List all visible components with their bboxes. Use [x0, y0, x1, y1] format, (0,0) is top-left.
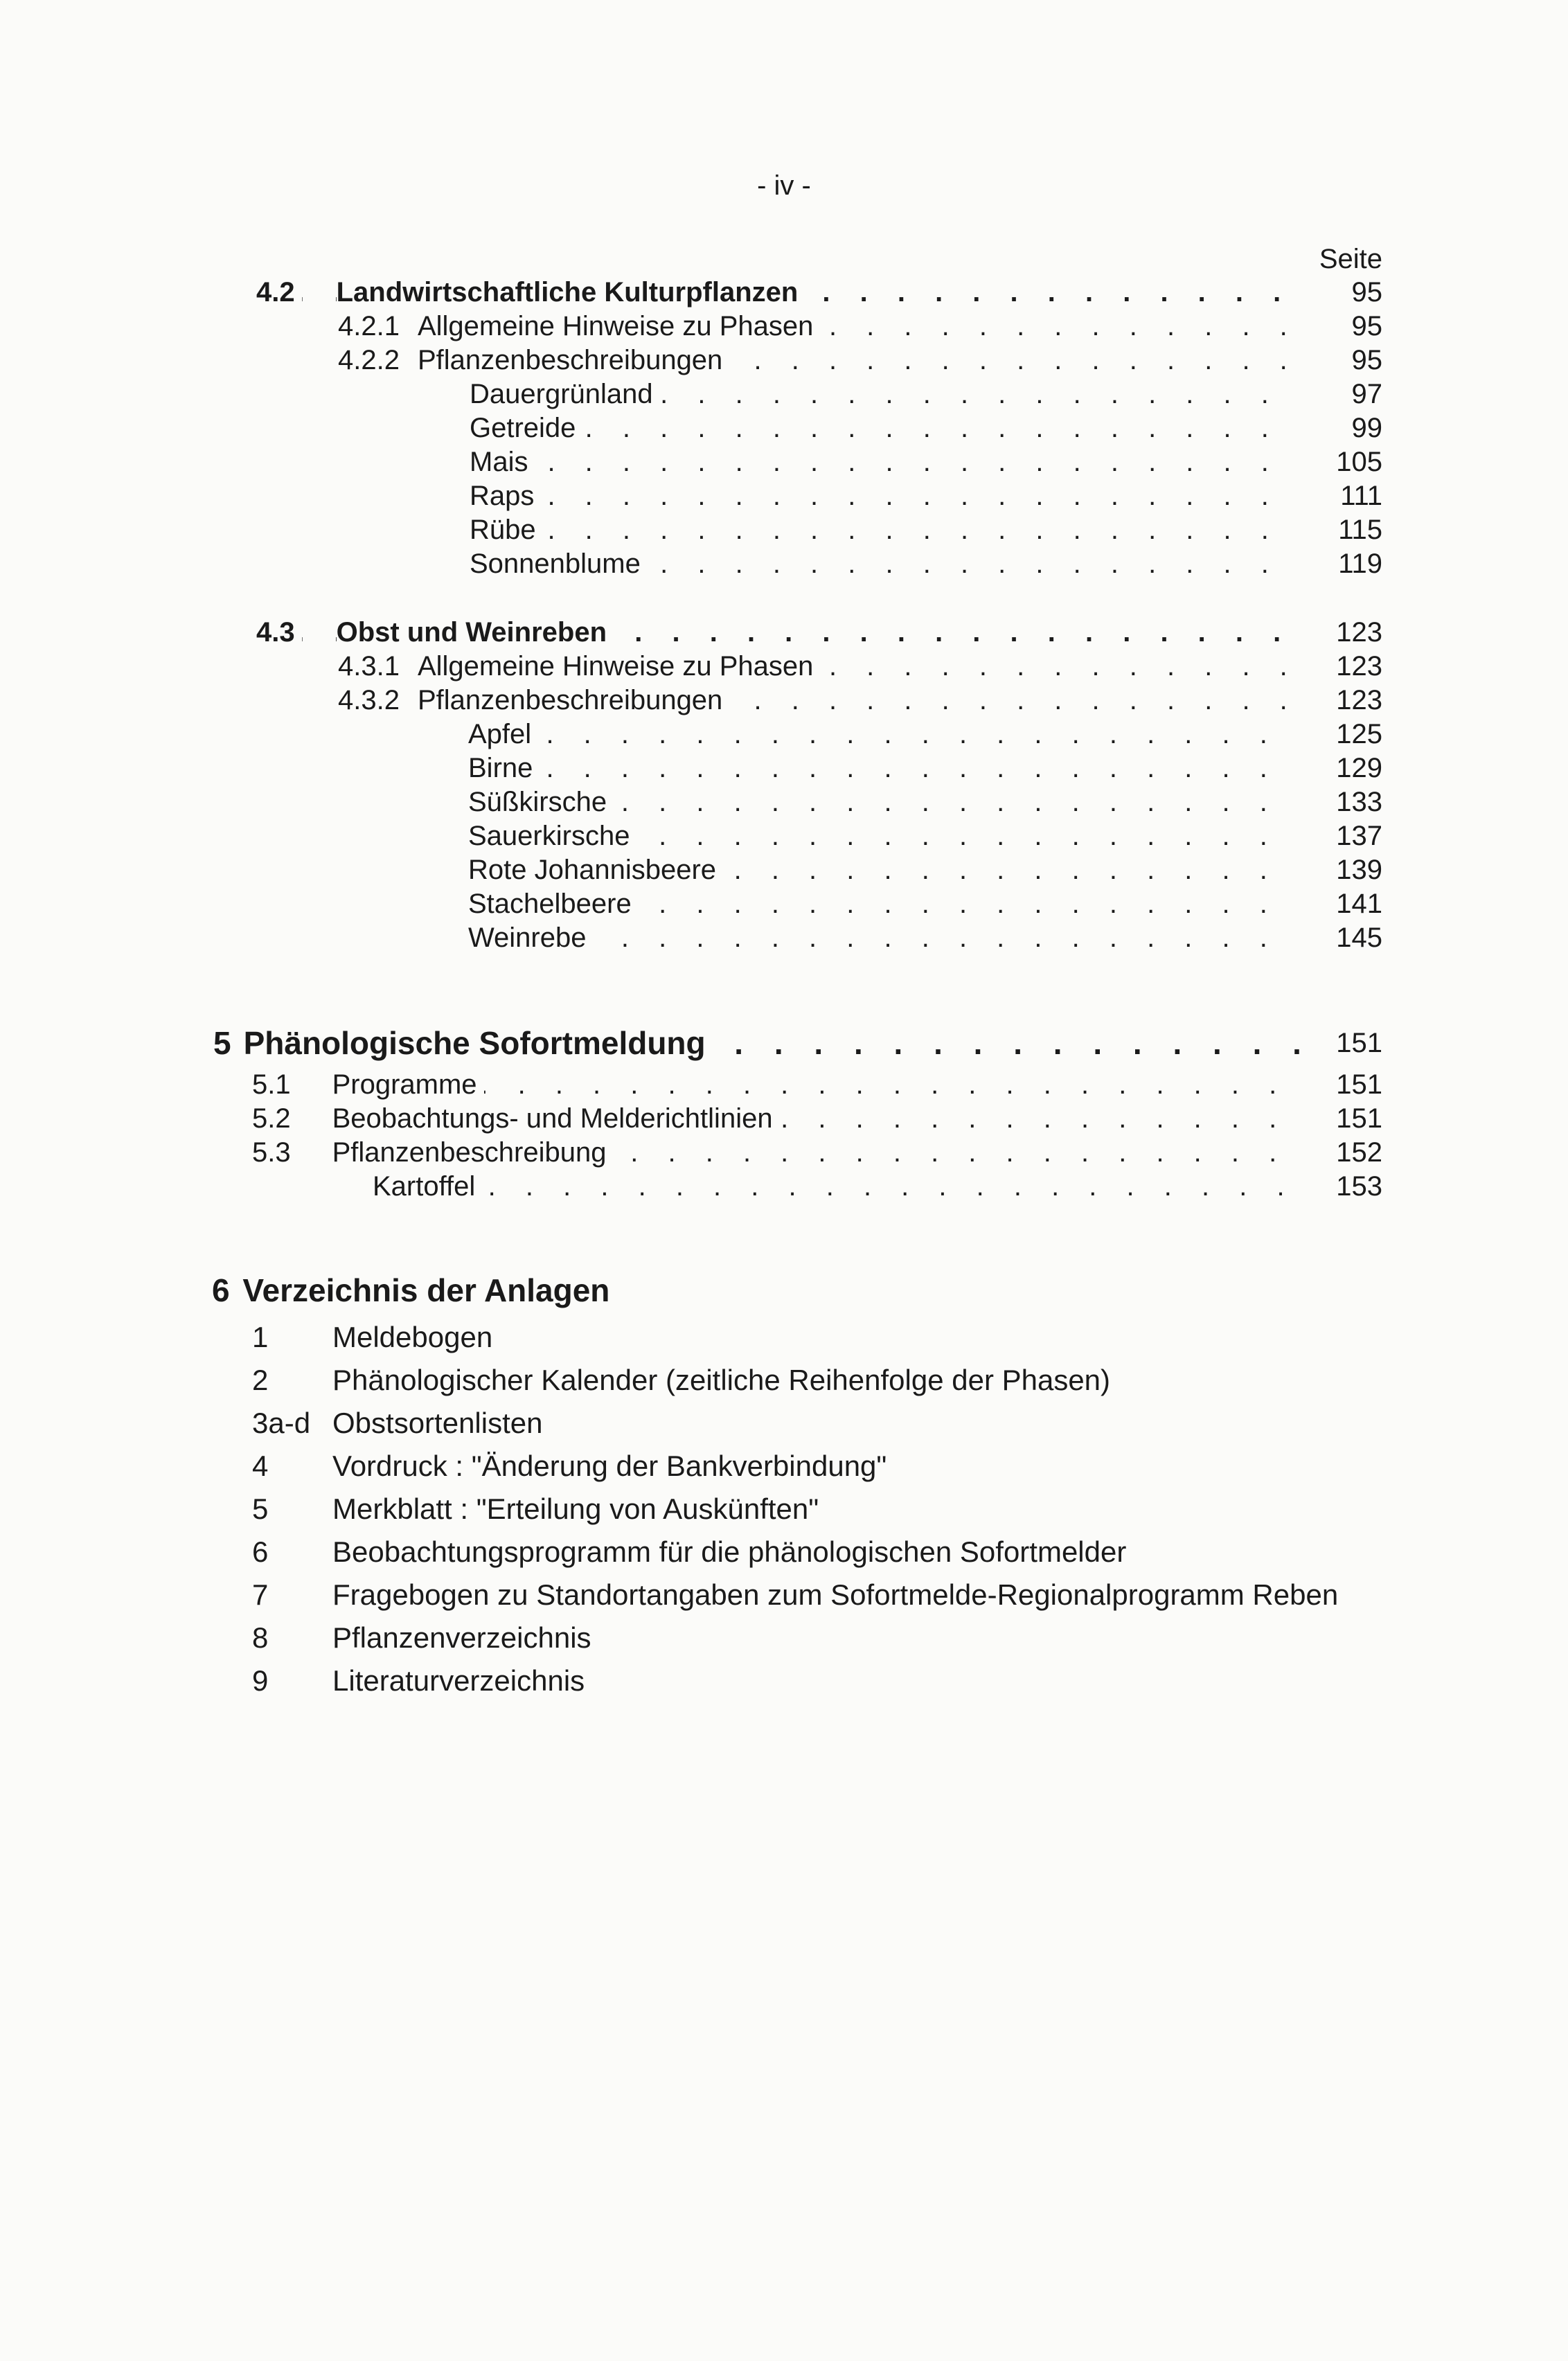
toc-entry-5-2[interactable]: [252, 1101, 1382, 1136]
toc-page: 123: [1299, 649, 1382, 684]
toc-title: Kartoffel: [373, 1169, 482, 1204]
toc-entry-plant[interactable]: [470, 546, 1382, 581]
toc-title: Rübe: [470, 513, 543, 547]
toc-entry-plant[interactable]: [468, 853, 1382, 887]
toc-page: 145: [1299, 920, 1382, 955]
toc-title: Beobachtungs- und Melderichtlinien: [332, 1101, 780, 1136]
toc-entry-plant[interactable]: [468, 920, 1382, 955]
toc-title: Birne: [468, 751, 540, 785]
annex-title: Phänologischer Kalender (zeitliche Reihenfolge der Phasen): [332, 1364, 1111, 1396]
toc-title: Getreide: [470, 411, 582, 445]
toc-entry-plant[interactable]: [373, 1169, 1382, 1204]
toc-page: 97: [1299, 377, 1382, 411]
toc-page: 95: [1299, 343, 1382, 377]
toc-entry-plant[interactable]: [470, 479, 1382, 513]
annex-number: 5: [252, 1493, 269, 1525]
toc-entry-4-3[interactable]: [256, 615, 1382, 650]
toc-entry-plant[interactable]: [468, 887, 1382, 921]
annex-number: 6: [252, 1535, 269, 1568]
toc-entry-plant[interactable]: [468, 819, 1382, 853]
toc-number: 5.2: [252, 1101, 298, 1136]
toc-number: 5.1: [252, 1067, 298, 1102]
annex-heading-title: Verzeichnis der Anlagen: [242, 1272, 610, 1308]
toc-title: Sauerkirsche: [468, 819, 636, 853]
toc-title: Sonnenblume: [470, 546, 648, 581]
toc-title: Pflanzenbeschreibung: [332, 1135, 614, 1170]
toc-title: Pflanzenbeschreibungen: [418, 683, 729, 718]
toc-entry-plant[interactable]: [468, 717, 1382, 751]
toc-entry-plant[interactable]: [470, 445, 1382, 479]
toc-entry-4-2-1[interactable]: [338, 309, 1382, 344]
toc-number: 4.2.2: [338, 343, 407, 377]
toc-page: 123: [1299, 615, 1382, 650]
toc-page: 151: [1299, 1023, 1382, 1063]
toc-title: Raps: [470, 479, 541, 513]
annex-number: 7: [252, 1578, 269, 1611]
toc-title: Phänologische Sofortmeldung: [244, 1023, 713, 1063]
annex-title: Vordruck : "Änderung der Bankverbindung": [332, 1450, 887, 1482]
toc-page: 137: [1299, 819, 1382, 853]
toc-page: 95: [1299, 309, 1382, 344]
toc-title: Programme: [332, 1067, 484, 1102]
toc-title: Allgemeine Hinweise zu Phasen: [418, 309, 820, 344]
annex-number: 4: [252, 1450, 269, 1482]
toc-page: 125: [1299, 717, 1382, 751]
annex-title: Meldebogen: [332, 1321, 493, 1353]
toc-title: Obst und Weinreben: [337, 615, 614, 650]
annex-number: 3a-d: [252, 1407, 311, 1439]
toc-page: 151: [1299, 1101, 1382, 1136]
toc-title: Mais: [470, 445, 535, 479]
annex-number: 1: [252, 1321, 269, 1353]
toc-number: 4.3.2: [338, 683, 407, 718]
toc-entry-plant[interactable]: [470, 513, 1382, 547]
toc-number: 4.2: [256, 275, 302, 310]
toc-entry-5[interactable]: [213, 1023, 1382, 1063]
toc-title: Süßkirsche: [468, 785, 614, 819]
toc-entry-4-2[interactable]: [256, 275, 1382, 310]
toc-title: Apfel: [468, 717, 538, 751]
toc-number: 4.2.1: [338, 309, 407, 344]
annex-heading: [212, 1272, 609, 1309]
toc-page: 111: [1299, 479, 1382, 513]
toc-title: Pflanzenbeschreibungen: [418, 343, 729, 377]
toc-page: 123: [1299, 683, 1382, 718]
toc-page: 139: [1299, 853, 1382, 887]
annex-number: 2: [252, 1364, 269, 1396]
annex-title: Obstsortenlisten: [332, 1407, 543, 1439]
toc-page: 141: [1299, 887, 1382, 921]
annex-number: 8: [252, 1621, 269, 1654]
toc-entry-4-3-1[interactable]: [338, 649, 1382, 684]
annex-heading-number: 6: [212, 1272, 230, 1308]
toc-entry-plant[interactable]: [468, 751, 1382, 785]
toc-number: 5.3: [252, 1135, 298, 1170]
annex-title: Literaturverzeichnis: [332, 1664, 585, 1697]
annex-title: Pflanzenverzeichnis: [332, 1621, 591, 1654]
toc-page: 153: [1299, 1169, 1382, 1204]
annex-title: Merkblatt : "Erteilung von Auskünften": [332, 1493, 819, 1525]
toc-entry-5-1[interactable]: [252, 1067, 1382, 1102]
toc-title: Stachelbeere: [468, 887, 639, 921]
toc-entry-4-3-2[interactable]: [338, 683, 1382, 718]
toc-number: 4.3.1: [338, 649, 407, 684]
toc-page: 151: [1299, 1067, 1382, 1102]
annex-title: Fragebogen zu Standortangaben zum Sofortmelde-Regionalprogramm Reben: [332, 1578, 1339, 1611]
toc-page: 95: [1299, 275, 1382, 310]
toc-title: Landwirtschaftliche Kulturpflanzen: [337, 275, 805, 310]
toc-page: 133: [1299, 785, 1382, 819]
toc-title: Weinrebe: [468, 920, 593, 955]
toc-page: 99: [1299, 411, 1382, 445]
toc-page: 115: [1299, 513, 1382, 547]
toc-entry-5-3[interactable]: [252, 1135, 1382, 1170]
toc-title: Rote Johannisbeere: [468, 853, 723, 887]
toc-number: 5: [213, 1023, 238, 1063]
toc-page: 119: [1299, 546, 1382, 581]
toc-page: 152: [1299, 1135, 1382, 1170]
toc-page: 105: [1299, 445, 1382, 479]
page-number: - iv -: [757, 170, 811, 201]
toc-entry-plant[interactable]: [468, 785, 1382, 819]
toc-entry-plant[interactable]: [470, 411, 1382, 445]
toc-entry-plant[interactable]: [470, 377, 1382, 411]
seite-label: Seite: [1319, 244, 1382, 274]
toc-title: Allgemeine Hinweise zu Phasen: [418, 649, 820, 684]
toc-number: 4.3: [256, 615, 302, 650]
annex-title: Beobachtungsprogramm für die phänologischen Sofortmelder: [332, 1535, 1127, 1568]
toc-title: Dauergrünland: [470, 377, 660, 411]
annex-number: 9: [252, 1664, 269, 1697]
toc-page: 129: [1299, 751, 1382, 785]
toc-entry-4-2-2[interactable]: [338, 343, 1382, 377]
